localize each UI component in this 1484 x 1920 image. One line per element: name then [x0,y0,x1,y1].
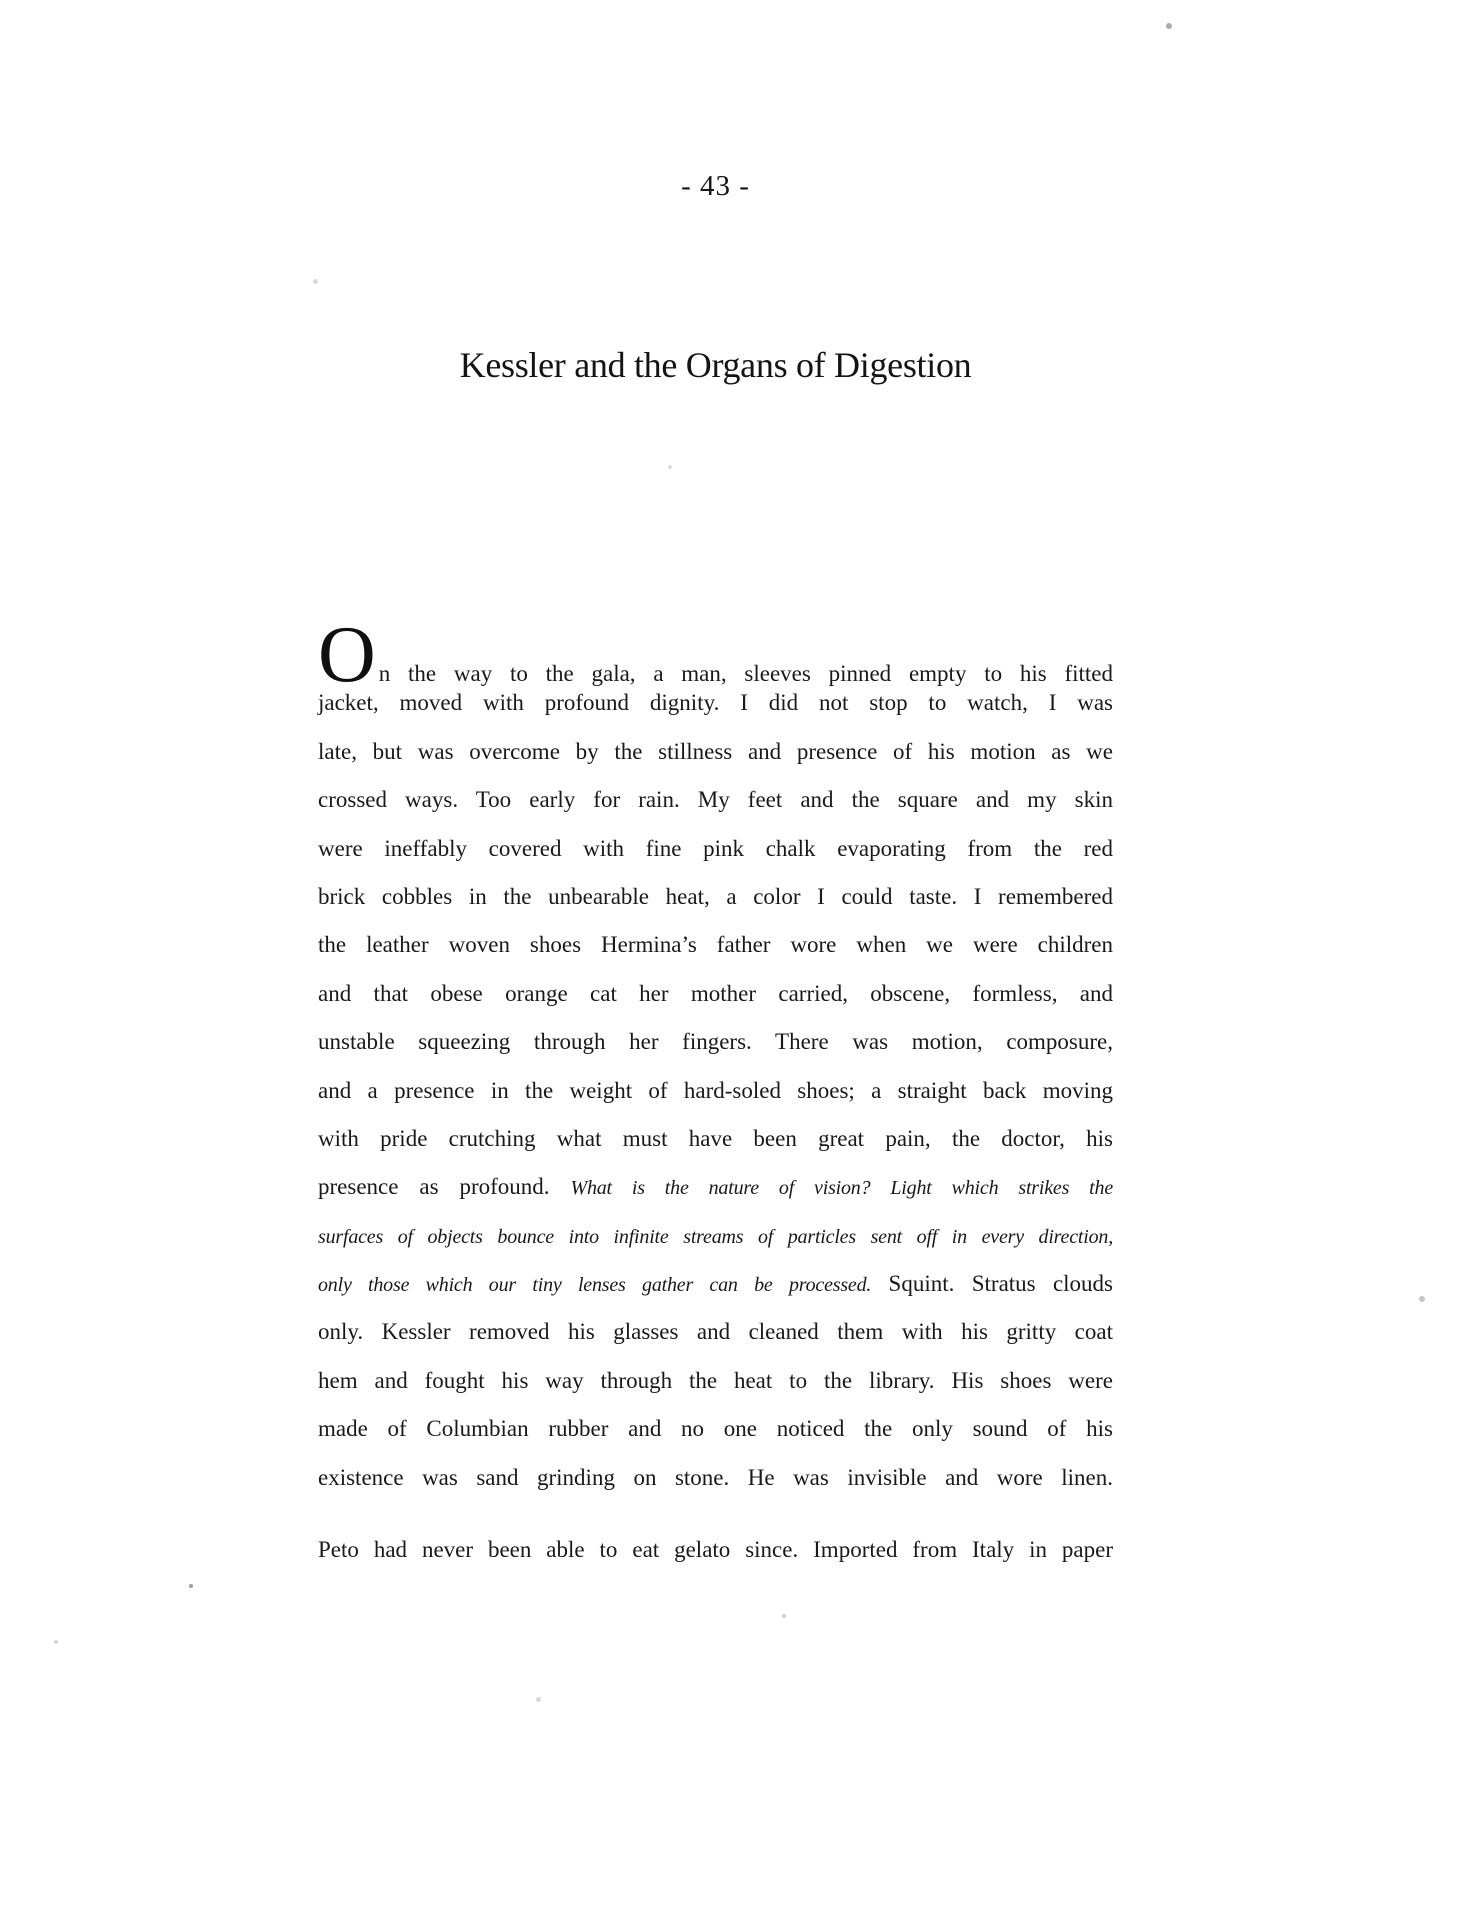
italic-text-segment: only those which our tiny lenses gather can be processed. [318,1274,872,1297]
text-line [318,1212,1113,1260]
text-line [318,1163,1113,1211]
text-segment: late, but was overcome by the stillness and presence of his motion as we [318,738,1113,764]
scan-speck [54,1640,58,1644]
paragraph [318,1526,1113,1574]
text-line [318,1454,1113,1502]
italic-text-segment: surfaces of objects bounce into infinite streams of particles sent off in every direction, [318,1225,1113,1248]
scan-speck [189,1584,193,1588]
body-text [318,611,1114,1574]
text-segment: only. Kessler removed his glasses and cleaned them with his gritty coat [318,1319,1113,1345]
text-line [318,1405,1113,1453]
text-segment: existence was sand grinding on stone. He was invisible and wore linen. [318,1464,1113,1490]
text-segment: Peto had never been able to eat gelato since. Imported from Italy in paper [318,1537,1113,1563]
text-line [318,1067,1113,1115]
text-line [318,873,1113,921]
text-segment: jacket, moved with profound dignity. I did not stop to watch, I was [318,690,1113,716]
text-segment: brick cobbles in the unbearable heat, a color I could taste. I remembered [318,883,1113,909]
text-segment: were ineffably covered with fine pink chalk evaporating from the red [318,835,1113,861]
text-line [318,776,1113,824]
raised-initial-cap: O [318,611,376,699]
scan-speck [536,1697,541,1702]
text-segment: crossed ways. Too early for rain. My feet and the square and my skin [318,787,1113,813]
text-segment: unstable squeezing through her fingers. There was motion, composure, [318,1029,1113,1055]
page-number: - 43 - [681,170,750,202]
text-segment: and that obese orange cat her mother carried, obscene, formless, and [318,980,1113,1006]
text-line [318,728,1113,776]
text-segment: Squint. Stratus clouds [871,1271,1114,1297]
text-line [318,1526,1113,1574]
text-line [318,1308,1113,1356]
text-segment: n the way to the gala, a man, sleeves pinned empty to his fitted [378,661,1113,686]
text-line [318,1018,1113,1066]
text-line [318,1357,1113,1405]
text-segment: hem and fought his way through the heat to the library. His shoes were [318,1367,1113,1393]
scan-speck [1419,1296,1425,1302]
scan-speck [1166,23,1172,29]
text-line [318,825,1113,873]
text-segment: the leather woven shoes Hermina’s father wore when we were children [318,932,1113,958]
scan-speck [782,1614,786,1618]
italic-text-segment: What is the nature of vision? Light which strikes the [570,1177,1114,1200]
text-segment: with pride crutching what must have been great pain, the doctor, his [318,1125,1113,1151]
text-line [318,921,1113,969]
text-line [318,611,1113,699]
scan-speck [313,279,318,284]
text-line [318,679,1113,727]
scan-speck [668,465,672,469]
paragraph [318,611,1114,1502]
chapter-title: Kessler and the Organs of Digestion [459,345,972,385]
text-segment: and a presence in the weight of hard-soled shoes; a straight back moving [318,1077,1113,1103]
text-segment: made of Columbian rubber and no one noticed the only sound of his [318,1416,1113,1442]
text-segment: presence as profound. [318,1174,571,1200]
text-line [318,1260,1113,1308]
text-line [318,1115,1113,1163]
text-line [318,970,1113,1018]
